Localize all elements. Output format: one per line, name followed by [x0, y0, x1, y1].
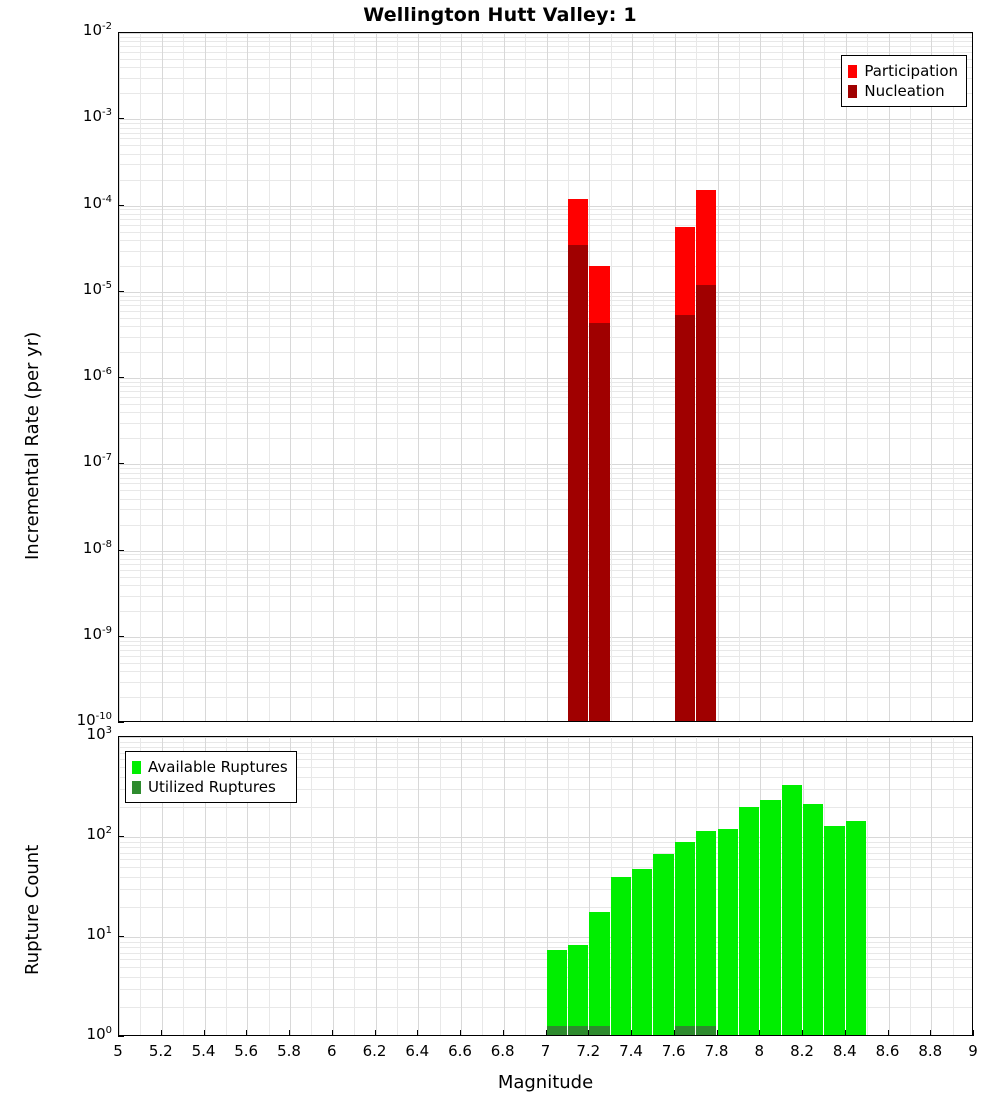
- x-axis-tick-label: 8: [754, 1042, 765, 1060]
- bar: [568, 1026, 588, 1036]
- x-axis-tickmark: [417, 1030, 418, 1036]
- y-axis-tickmark: [118, 936, 124, 937]
- bar: [632, 869, 652, 1036]
- y-axis-tickmark: [118, 32, 124, 33]
- y-axis-tick-label: $10^2$: [86, 825, 112, 843]
- y-axis-tickmark: [118, 463, 124, 464]
- gridline: [782, 33, 783, 722]
- x-axis-tick-label: 8.8: [918, 1042, 943, 1060]
- bar: [739, 807, 759, 1036]
- x-axis-tick-label: 6.2: [362, 1042, 387, 1060]
- gridline: [760, 33, 761, 722]
- x-axis-tickmark: [375, 1030, 376, 1036]
- bar: [696, 285, 716, 722]
- gridline: [718, 33, 719, 722]
- x-axis-tickmark: [503, 1030, 504, 1036]
- bar: [718, 829, 738, 1036]
- y-axis-tickmark: [118, 736, 124, 737]
- gridline: [162, 33, 163, 722]
- x-axis-tick-label: 5: [113, 1042, 123, 1060]
- gridline: [504, 33, 505, 722]
- legend-item: [848, 81, 958, 101]
- gridline: [803, 33, 804, 722]
- y-axis-tick-label: $10^{-8}$: [82, 538, 112, 557]
- y-axis-tick-label: $10^{-10}$: [76, 711, 112, 729]
- gridline: [269, 33, 270, 722]
- gridline: [504, 737, 505, 1036]
- x-axis-tickmark: [204, 1030, 205, 1036]
- gridline: [482, 33, 483, 722]
- gridline: [290, 33, 291, 722]
- gridline: [418, 737, 419, 1036]
- bar: [803, 804, 823, 1036]
- x-axis-tickmark: [289, 1030, 290, 1036]
- x-axis-tick-label: 5.8: [277, 1042, 301, 1060]
- gridline: [418, 33, 419, 722]
- gridline: [846, 33, 847, 722]
- legend-label: Available Ruptures: [148, 758, 288, 776]
- x-axis-tick-label: 6: [327, 1042, 337, 1060]
- y-axis-tickmark: [118, 291, 124, 292]
- y-axis-tick-label: $10^0$: [86, 1025, 112, 1043]
- bar: [760, 800, 780, 1036]
- gridline: [183, 33, 184, 722]
- legend-swatch-icon: [848, 85, 857, 98]
- incremental-rate-ylabel: Incremental Rate (per yr): [22, 331, 43, 560]
- x-axis-tickmark: [332, 1030, 333, 1036]
- page-title: Wellington Hutt Valley: 1: [363, 4, 637, 26]
- x-axis-tick-label: 8.2: [790, 1042, 814, 1060]
- y-axis-tickmark: [118, 118, 124, 119]
- x-axis-tick-label: 6.8: [490, 1042, 515, 1060]
- bar: [696, 831, 716, 1036]
- y-axis-tick-label: $10^{-3}$: [82, 107, 112, 126]
- y-axis-tickmark: [118, 205, 124, 206]
- gridline: [611, 33, 612, 722]
- x-axis-tickmark: [460, 1030, 461, 1036]
- gridline: [311, 33, 312, 722]
- gridline: [354, 737, 355, 1036]
- incremental-rate-legend: [841, 55, 967, 107]
- x-axis-tick-label: 9: [968, 1042, 978, 1060]
- y-axis-tickmark: [118, 550, 124, 551]
- bar: [675, 1026, 695, 1036]
- y-axis-tick-label: $10^{-5}$: [82, 279, 112, 298]
- gridline: [333, 33, 334, 722]
- bar: [611, 877, 631, 1036]
- x-axis-tick-label: 7: [540, 1042, 551, 1060]
- rupture-count-legend: [125, 751, 297, 803]
- gridline: [867, 33, 868, 722]
- x-axis-tick-label: 7.8: [704, 1042, 729, 1060]
- x-axis-tickmark: [930, 1030, 931, 1036]
- gridline: [910, 737, 911, 1036]
- legend-item: [132, 757, 288, 777]
- bar: [568, 245, 588, 722]
- gridline: [440, 737, 441, 1036]
- gridline: [953, 33, 954, 722]
- gridline: [931, 33, 932, 722]
- bar: [568, 945, 588, 1036]
- magnitude-xlabel: Magnitude: [497, 1072, 594, 1093]
- bar: [846, 821, 866, 1036]
- y-axis-tick-label: $10^{-4}$: [82, 193, 112, 212]
- bar: [696, 1026, 716, 1036]
- gridline: [867, 737, 868, 1036]
- gridline: [931, 737, 932, 1036]
- y-axis-tick-label: $10^1$: [86, 925, 112, 943]
- rupture-count-plot: [118, 736, 973, 1036]
- gridline: [461, 33, 462, 722]
- gridline: [376, 33, 377, 722]
- x-axis-tickmark: [161, 1030, 162, 1036]
- gridline: [226, 33, 227, 722]
- x-axis-tick-label: 7.6: [661, 1042, 686, 1060]
- incremental-rate-plot: [118, 32, 973, 722]
- y-axis-tick-label: $10^{-2}$: [82, 21, 112, 39]
- gridline: [333, 737, 334, 1036]
- legend-swatch-icon: [132, 781, 141, 794]
- gridline: [889, 33, 890, 722]
- gridline: [461, 737, 462, 1036]
- gridline: [247, 33, 248, 722]
- bar: [824, 826, 844, 1036]
- x-axis-tick-label: 6.6: [448, 1042, 472, 1060]
- x-axis-tick-label: 8.4: [832, 1042, 857, 1060]
- bar: [653, 854, 673, 1036]
- legend-label: Utilized Ruptures: [148, 778, 276, 796]
- x-axis-tick-label: 7.4: [619, 1042, 643, 1060]
- gridline: [354, 33, 355, 722]
- y-axis-tickmark: [118, 722, 124, 723]
- bar: [589, 912, 609, 1037]
- bar: [547, 1026, 567, 1036]
- x-axis-tickmark: [118, 1030, 119, 1036]
- gridline: [140, 33, 141, 722]
- x-axis-tickmark: [888, 1030, 889, 1036]
- x-axis-tickmark: [973, 1030, 974, 1036]
- legend-swatch-icon: [132, 761, 141, 774]
- legend-label: Participation: [864, 62, 958, 80]
- gridline: [397, 737, 398, 1036]
- y-axis-tickmark: [118, 836, 124, 837]
- legend-item: [132, 777, 288, 797]
- x-axis-tickmark: [246, 1030, 247, 1036]
- bar: [589, 1026, 609, 1036]
- rupture-count-ylabel: Rupture Count: [22, 844, 43, 975]
- gridline: [525, 33, 526, 722]
- legend-label: Nucleation: [864, 82, 945, 100]
- gridline: [311, 737, 312, 1036]
- gridline: [889, 737, 890, 1036]
- gridline: [376, 737, 377, 1036]
- gridline: [525, 737, 526, 1036]
- gridline: [119, 737, 120, 1036]
- y-axis-tick-label: $10^{-7}$: [82, 452, 112, 471]
- gridline: [653, 33, 654, 722]
- y-axis-tick-label: $10^{-9}$: [82, 624, 112, 643]
- y-axis-tickmark: [118, 377, 124, 378]
- y-axis-tickmark: [118, 636, 124, 637]
- gridline: [482, 737, 483, 1036]
- bar: [589, 323, 609, 722]
- bar: [782, 785, 802, 1036]
- gridline: [953, 737, 954, 1036]
- bar: [675, 315, 695, 722]
- x-axis-tick-label: 5.4: [191, 1042, 216, 1060]
- gridline: [824, 33, 825, 722]
- gridline: [910, 33, 911, 722]
- gridline: [632, 33, 633, 722]
- bar: [675, 842, 695, 1036]
- legend-swatch-icon: [848, 65, 857, 78]
- y-axis-tickmark: [118, 1036, 124, 1037]
- legend-item: [848, 61, 958, 81]
- x-axis-tick-label: 5.2: [148, 1042, 173, 1060]
- x-axis-tick-label: 5.6: [234, 1042, 259, 1060]
- gridline: [397, 33, 398, 722]
- gridline: [739, 33, 740, 722]
- x-axis-tick-label: 8.6: [875, 1042, 900, 1060]
- gridline: [205, 33, 206, 722]
- x-axis-tick-label: 7.2: [576, 1042, 601, 1060]
- gridline: [440, 33, 441, 722]
- gridline: [547, 33, 548, 722]
- y-axis-tick-label: $10^3$: [86, 725, 112, 743]
- bar: [547, 950, 567, 1037]
- y-axis-tick-label: $10^{-6}$: [82, 366, 112, 384]
- x-axis-tick-label: 6.4: [405, 1042, 430, 1060]
